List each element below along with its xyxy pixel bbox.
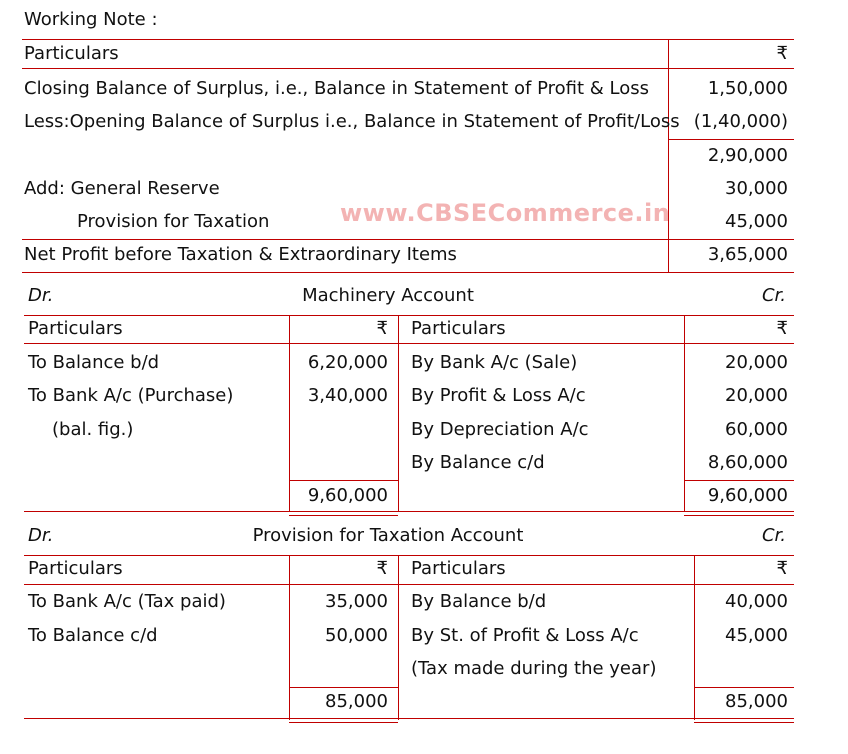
- machinery-cr-amount-header: ₹: [776, 318, 788, 339]
- taxation-credit-amount: 40,000: [725, 591, 788, 612]
- closing-balance-amount: 1,50,000: [707, 78, 788, 99]
- opening-balance-amount: (1,40,000): [693, 111, 788, 132]
- particulars-header: Particulars: [24, 43, 119, 64]
- machinery-debit-amount: 6,20,000: [307, 352, 388, 373]
- working-note-title: Working Note :: [24, 9, 158, 30]
- taxation-credit-label: By Balance b/d: [411, 591, 547, 612]
- taxation-cr-label: Cr.: [761, 525, 786, 546]
- taxation-credit-label: By St. of Profit & Loss A/c: [411, 625, 639, 646]
- divider: [24, 584, 794, 585]
- divider: [398, 315, 399, 512]
- divider: [684, 515, 794, 516]
- taxation-cr-particulars-header: Particulars: [411, 558, 506, 579]
- divider: [289, 555, 290, 720]
- divider: [22, 39, 794, 40]
- machinery-credit-label: By Profit & Loss A/c: [411, 385, 586, 406]
- machinery-dr-amount-header: ₹: [376, 318, 388, 339]
- machinery-credit-amount: 8,60,000: [707, 452, 788, 473]
- divider: [668, 139, 794, 140]
- machinery-credit-amount: 60,000: [725, 419, 788, 440]
- divider: [289, 315, 290, 512]
- machinery-total-credit: 9,60,000: [707, 485, 788, 506]
- taxation-total-debit: 85,000: [325, 691, 388, 712]
- machinery-account-title: Machinery Account: [302, 285, 474, 306]
- taxation-debit-label: To Balance c/d: [28, 625, 158, 646]
- provision-taxation-label: Provision for Taxation: [77, 211, 270, 232]
- machinery-debit-label: (bal. fig.): [52, 419, 134, 440]
- net-profit-label: Net Profit before Taxation & Extraordinary Items: [24, 244, 457, 265]
- divider: [289, 515, 398, 516]
- divider: [684, 315, 685, 512]
- taxation-credit-amount: 45,000: [725, 625, 788, 646]
- net-profit-amount: 3,65,000: [707, 244, 788, 265]
- divider: [694, 555, 695, 720]
- taxation-dr-label: Dr.: [28, 525, 54, 546]
- machinery-credit-label: By Balance c/d: [411, 452, 545, 473]
- machinery-dr-label: Dr.: [28, 285, 54, 306]
- divider: [24, 315, 794, 316]
- opening-balance-label: Less:Opening Balance of Surplus i.e., Balance in Statement of Profit/Loss: [24, 111, 680, 132]
- divider: [684, 480, 794, 481]
- machinery-dr-particulars-header: Particulars: [28, 318, 123, 339]
- divider: [22, 272, 794, 273]
- machinery-total-debit: 9,60,000: [307, 485, 388, 506]
- amount-header: ₹: [776, 43, 788, 64]
- machinery-credit-amount: 20,000: [725, 352, 788, 373]
- machinery-debit-amount: 3,40,000: [307, 385, 388, 406]
- divider: [398, 555, 399, 720]
- divider: [22, 239, 794, 240]
- divider: [289, 687, 398, 688]
- divider: [24, 343, 794, 344]
- machinery-debit-label: To Balance b/d: [28, 352, 160, 373]
- machinery-cr-label: Cr.: [761, 285, 786, 306]
- machinery-cr-particulars-header: Particulars: [411, 318, 506, 339]
- divider: [289, 480, 398, 481]
- divider: [24, 555, 794, 556]
- divider: [289, 722, 398, 723]
- provision-taxation-amount: 45,000: [725, 211, 788, 232]
- divider: [668, 39, 669, 273]
- divider: [694, 687, 794, 688]
- divider: [24, 718, 794, 719]
- taxation-cr-amount-header: ₹: [776, 558, 788, 579]
- taxation-debit-label: To Bank A/c (Tax paid): [28, 591, 226, 612]
- machinery-debit-label: To Bank A/c (Purchase): [28, 385, 234, 406]
- taxation-debit-amount: 50,000: [325, 625, 388, 646]
- divider: [22, 68, 794, 69]
- taxation-account-title: Provision for Taxation Account: [252, 525, 524, 546]
- taxation-dr-amount-header: ₹: [376, 558, 388, 579]
- taxation-credit-label: (Tax made during the year): [411, 658, 657, 679]
- divider: [24, 511, 794, 512]
- taxation-dr-particulars-header: Particulars: [28, 558, 123, 579]
- machinery-credit-label: By Depreciation A/c: [411, 419, 589, 440]
- machinery-credit-amount: 20,000: [725, 385, 788, 406]
- general-reserve-amount: 30,000: [725, 178, 788, 199]
- watermark: www.CBSECommerce.in: [340, 199, 671, 227]
- taxation-total-credit: 85,000: [725, 691, 788, 712]
- taxation-debit-amount: 35,000: [325, 591, 388, 612]
- machinery-credit-label: By Bank A/c (Sale): [411, 352, 578, 373]
- general-reserve-label: Add: General Reserve: [24, 178, 220, 199]
- closing-balance-label: Closing Balance of Surplus, i.e., Balance in Statement of Profit & Loss: [24, 78, 650, 99]
- subtotal-amount: 2,90,000: [707, 145, 788, 166]
- divider: [694, 722, 794, 723]
